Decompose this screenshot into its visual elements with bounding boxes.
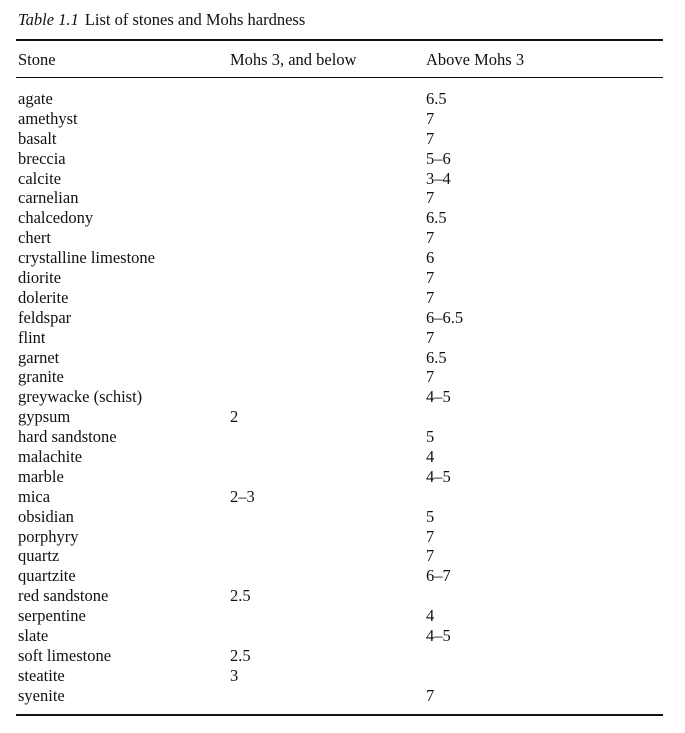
- cell-mohs-high: 4–5: [426, 387, 451, 407]
- table-row: [0, 367, 685, 387]
- cell-mohs-low: 3: [230, 665, 239, 685]
- table-row: [0, 507, 685, 527]
- cell-mohs-high: 4: [426, 606, 435, 626]
- cell-stone: flint: [18, 327, 46, 347]
- cell-stone: crystalline limestone: [18, 248, 156, 268]
- cell-mohs-high: 7: [426, 268, 435, 288]
- cell-stone: dolerite: [18, 287, 69, 307]
- cell-stone: quartz: [18, 546, 60, 566]
- cell-mohs-high: 5: [426, 506, 435, 526]
- table-caption-text: List of stones and Mohs hardness: [84, 10, 306, 29]
- table-row: [0, 169, 685, 189]
- table-row: [0, 387, 685, 407]
- cell-mohs-high: 6.5: [426, 89, 447, 108]
- cell-mohs-low: 2.5: [230, 586, 251, 606]
- table-row: [0, 268, 685, 288]
- cell-mohs-high: 4–5: [426, 626, 451, 646]
- cell-stone: obsidian: [18, 506, 74, 526]
- table-row: [0, 188, 685, 208]
- table-row: [0, 129, 685, 149]
- cell-stone: garnet: [18, 347, 60, 367]
- cell-stone: quartzite: [18, 566, 76, 586]
- cell-stone: syenite: [18, 685, 65, 705]
- cell-mohs-high: 5: [426, 427, 435, 447]
- table-row: [0, 109, 685, 129]
- table-row: [0, 208, 685, 228]
- cell-mohs-high: 5–6: [426, 148, 451, 168]
- cell-stone: marble: [18, 466, 64, 486]
- cell-mohs-high: 6.5: [426, 347, 447, 367]
- cell-stone: hard sandstone: [18, 427, 117, 447]
- table-row: [0, 308, 685, 328]
- cell-mohs-high: 7: [426, 546, 435, 566]
- cell-stone: carnelian: [18, 188, 79, 208]
- cell-stone: agate: [18, 89, 53, 108]
- cell-mohs-high: 3–4: [426, 168, 451, 188]
- table-caption-label: Table 1.1: [18, 10, 79, 29]
- cell-stone: calcite: [18, 168, 62, 188]
- table-header-rule: [16, 77, 663, 78]
- cell-stone: amethyst: [18, 108, 78, 128]
- cell-mohs-high: 7: [426, 327, 435, 347]
- cell-stone: diorite: [18, 268, 62, 288]
- cell-stone: slate: [18, 626, 49, 646]
- table-bottom-rule: [16, 714, 663, 716]
- cell-stone: basalt: [18, 128, 57, 148]
- cell-mohs-high: 6: [426, 248, 435, 268]
- cell-mohs-high: 7: [426, 128, 435, 148]
- header-mohs-high: Above Mohs 3: [426, 50, 525, 69]
- cell-mohs-high: 7: [426, 287, 435, 307]
- table-row: [0, 487, 685, 507]
- cell-stone: steatite: [18, 665, 65, 685]
- table-row: [0, 288, 685, 308]
- table-row: [0, 546, 685, 566]
- cell-stone: chert: [18, 228, 51, 248]
- table-row: [0, 89, 685, 109]
- header-mohs-low: Mohs 3, and below: [230, 50, 357, 69]
- cell-stone: mica: [18, 486, 51, 506]
- cell-stone: serpentine: [18, 606, 86, 626]
- table-row: [0, 606, 685, 626]
- table-row: [0, 586, 685, 606]
- table-row: [0, 348, 685, 368]
- cell-mohs-high: 7: [426, 367, 435, 387]
- table-row: [0, 686, 685, 706]
- table-top-rule: [16, 39, 663, 41]
- cell-stone: granite: [18, 367, 64, 387]
- table-row: [0, 328, 685, 348]
- cell-mohs-low: 2.5: [230, 645, 251, 665]
- table-row: [0, 149, 685, 169]
- cell-mohs-high: 6–6.5: [426, 307, 464, 327]
- table-body: [0, 89, 685, 706]
- table-row: [0, 447, 685, 467]
- cell-stone: chalcedony: [18, 208, 94, 228]
- table-row: [0, 666, 685, 686]
- cell-mohs-low: 2: [230, 407, 239, 427]
- table-header: [0, 49, 685, 71]
- table-row: [0, 427, 685, 447]
- cell-mohs-high: 4–5: [426, 466, 451, 486]
- cell-stone: porphyry: [18, 526, 79, 546]
- cell-mohs-high: 6–7: [426, 566, 451, 586]
- table-row: [0, 527, 685, 547]
- cell-stone: soft limestone: [18, 645, 112, 665]
- cell-mohs-high: 7: [426, 188, 435, 208]
- cell-mohs-high: 7: [426, 108, 435, 128]
- table-row: [0, 228, 685, 248]
- table-row: [0, 248, 685, 268]
- cell-mohs-low: 2–3: [230, 486, 255, 506]
- cell-stone: greywacke (schist): [18, 387, 143, 407]
- cell-stone: feldspar: [18, 307, 72, 327]
- cell-stone: red sandstone: [18, 586, 109, 606]
- cell-mohs-high: 6.5: [426, 208, 447, 228]
- table-row: [0, 566, 685, 586]
- table-row: [0, 626, 685, 646]
- cell-mohs-high: 7: [426, 685, 435, 705]
- header-stone: Stone: [18, 50, 56, 69]
- cell-mohs-high: 7: [426, 526, 435, 546]
- table-caption: [18, 10, 305, 30]
- table-row: [0, 467, 685, 487]
- table-row: [0, 407, 685, 427]
- cell-mohs-high: 4: [426, 447, 435, 467]
- cell-stone: breccia: [18, 148, 66, 168]
- cell-stone: gypsum: [18, 407, 71, 427]
- cell-stone: malachite: [18, 447, 83, 467]
- table-row: [0, 646, 685, 666]
- cell-mohs-high: 7: [426, 228, 435, 248]
